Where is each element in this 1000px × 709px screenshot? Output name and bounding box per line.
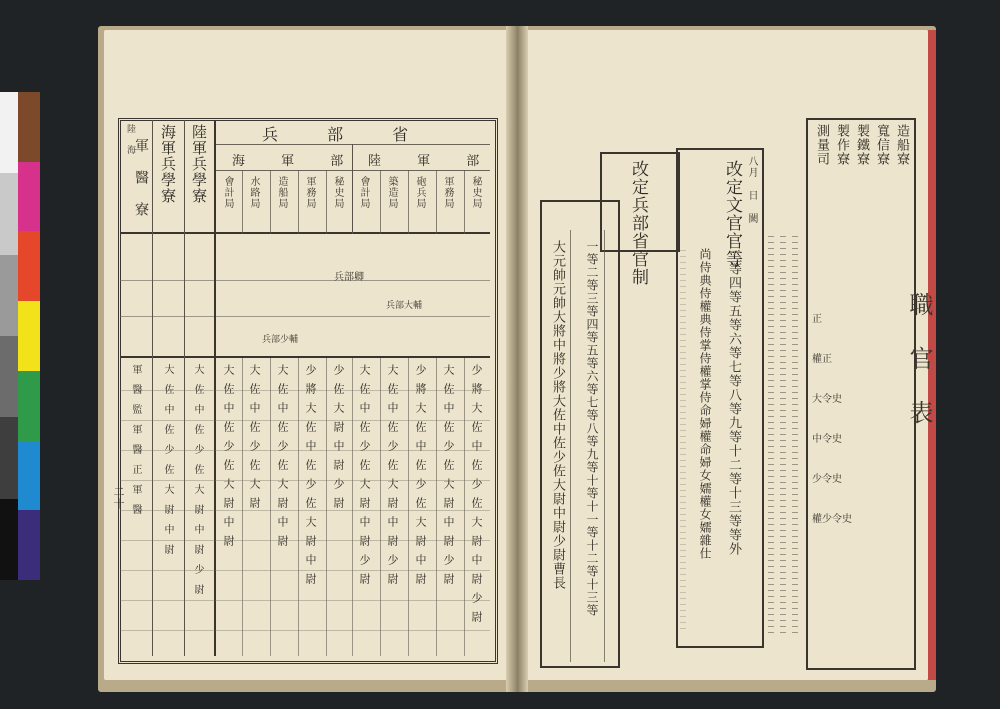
military-ranks-col: 大元帥元帥大將中將少將大佐中佐少佐大尉中尉少尉曹長 bbox=[550, 240, 565, 590]
army-group-header: 陸 軍 部 bbox=[368, 154, 496, 169]
navy-group-header: 海 軍 部 bbox=[232, 154, 360, 169]
bureau-label: 秘史局 bbox=[332, 176, 343, 209]
bureau-label: 造船局 bbox=[276, 176, 287, 209]
table-row-rule bbox=[120, 600, 490, 601]
rank-column: 大佐中佐少佐大尉中尉 bbox=[276, 364, 289, 554]
calibration-gray-patch bbox=[0, 255, 18, 336]
calibration-gray-patch bbox=[0, 336, 18, 417]
bureau-label: 秘史局 bbox=[470, 176, 481, 209]
bureau-label: 會計局 bbox=[358, 176, 369, 209]
bureau-label: 水路局 bbox=[248, 176, 259, 209]
calibration-gray-patch bbox=[0, 92, 18, 173]
rank-column: 大佐中佐少佐大尉中尉少尉 bbox=[358, 364, 371, 592]
table-row-rule bbox=[120, 630, 490, 631]
calibration-color-patch bbox=[18, 510, 40, 580]
school-army-header: 陸軍兵學寮 bbox=[190, 124, 208, 204]
calibration-color-patch bbox=[18, 371, 40, 441]
medical-header: 軍 醫 寮 bbox=[133, 138, 149, 217]
school-navy-header: 海軍兵學寮 bbox=[159, 124, 177, 204]
bureau-label: 築造局 bbox=[386, 176, 397, 209]
civil-rank-date: 八月 日 闕 bbox=[746, 156, 757, 224]
rank-column: 大佐中佐少佐大尉中尉 bbox=[222, 364, 235, 554]
mid-label-1: 兵部卿 bbox=[334, 272, 364, 283]
calibration-color-patch bbox=[18, 441, 40, 511]
bureau-title: 測量司 bbox=[814, 124, 829, 166]
bureau-title: 寬信寮 bbox=[874, 124, 889, 166]
rank-column: 大佐中佐少佐大尉中尉少尉 bbox=[442, 364, 455, 592]
civil-rank-title: 改定文官官等 bbox=[722, 160, 742, 268]
school-rank-column: 大佐中佐少佐大尉中尉 bbox=[162, 364, 173, 564]
medical-sub-header: 陸 海 bbox=[125, 124, 135, 155]
school-rank-column: 軍醫監軍醫正軍醫 bbox=[130, 364, 141, 524]
office-rank-label: 中令史 bbox=[812, 434, 842, 445]
calibration-gray-patch bbox=[0, 499, 18, 580]
calibration-gray-patch bbox=[0, 173, 18, 254]
office-rank-label: 權少令史 bbox=[812, 514, 852, 525]
bureau-title: 造船寮 bbox=[894, 124, 909, 166]
rank-column: 少佐大尉中尉少尉 bbox=[332, 364, 345, 516]
bureau-label: 軍務局 bbox=[304, 176, 315, 209]
bureau-label: 會計局 bbox=[222, 176, 233, 209]
mid-label-3: 兵部少輔 bbox=[262, 335, 299, 345]
running-title: 職 官 表 bbox=[905, 292, 933, 425]
civil-titles-col: 尚侍典侍權典侍掌侍權掌侍命婦權命婦女嬬權女嬬雜仕 bbox=[698, 248, 712, 560]
calibration-color-patch bbox=[18, 162, 40, 232]
rank-column: 少將大佐中佐少佐大尉中尉 bbox=[414, 364, 427, 592]
page-number: 二十 bbox=[112, 486, 125, 510]
rank-column: 大佐中佐少佐大尉 bbox=[248, 364, 261, 516]
ministry-header: 兵 部 省 bbox=[262, 125, 431, 144]
office-rank-label: 大令史 bbox=[812, 394, 842, 405]
civil-grades-col: 二等四等五等六等七等八等九等十二等十三等等外 bbox=[726, 248, 741, 556]
military-rank-title: 改定兵部省官制 bbox=[628, 160, 648, 286]
office-rank-label: 少令史 bbox=[812, 474, 842, 485]
calibration-color-patch bbox=[18, 301, 40, 371]
calibration-gray-patch bbox=[0, 417, 18, 498]
color-calibration-strip bbox=[0, 92, 40, 580]
bureau-label: 砲兵局 bbox=[414, 176, 425, 209]
calibration-color-patch bbox=[18, 92, 40, 162]
school-rank-column: 大佐中佐少佐大尉中尉少尉 bbox=[192, 364, 203, 604]
book-spine bbox=[506, 26, 528, 692]
office-rank-label: 權正 bbox=[812, 354, 832, 365]
bureau-title: 製鐵寮 bbox=[854, 124, 869, 166]
office-rank-label: 正 bbox=[812, 314, 822, 325]
mid-label-2: 兵部大輔 bbox=[386, 301, 423, 311]
military-grades-col: 一等二等三等四等五等六等七等八等九等十等十一等十二等十三等 bbox=[585, 240, 599, 617]
rank-column: 少將大佐中佐少佐大尉中尉 bbox=[304, 364, 317, 592]
rank-column: 大佐中佐少佐大尉中尉少尉 bbox=[386, 364, 399, 592]
calibration-color-patch bbox=[18, 231, 40, 301]
bureau-title: 製作寮 bbox=[834, 124, 849, 166]
bureau-label: 軍務局 bbox=[442, 176, 453, 209]
rank-column: 少將大佐中佐少佐大尉中尉少尉 bbox=[470, 364, 483, 630]
